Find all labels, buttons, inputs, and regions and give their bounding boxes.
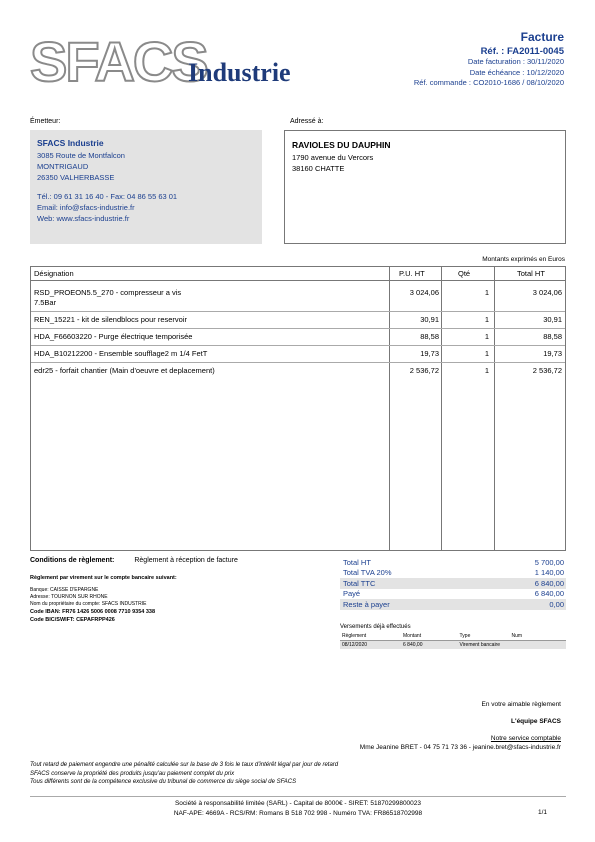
emitter-address3: 26350 VALHERBASSE: [37, 173, 115, 182]
legal-line: Tout retard de paiement engendre une pénalité calculée sur la base de 3 fois le taux d'intérêt légal par jour de retard: [30, 762, 339, 768]
company-logo: [30, 30, 320, 96]
row-unit-price: 2 536,72: [409, 366, 439, 375]
conditions-value: Règlement à réception de facture: [134, 557, 238, 564]
header-designation: Désignation: [34, 269, 74, 278]
footer-line: Société à responsabilité limitée (SARL) - Capital de 8000€ - SIRET: 51870299800023: [174, 800, 422, 807]
total-label: Total TTC: [343, 578, 376, 588]
table-header: [31, 267, 565, 281]
legal-line: SFACS conserve la propriété des produits jusqu'au paiement complet du prix: [30, 770, 235, 777]
accounting-contact: Mme Jeanine BRET - 04 75 71 73 36 - jeanine.bret@sfacs-industrie.fr: [359, 744, 561, 751]
emitter-name: SFACS Industrie: [37, 138, 104, 148]
header-unit-price: P.U. HT: [399, 269, 425, 278]
bic: Code BIC/SWIFT: CEPAFRPP426: [30, 617, 115, 623]
legal-line: Tous différents sont de la compétence exclusive du tribunal de commerce du siège social de SFACS: [30, 779, 297, 785]
row-designation: HDA_B10212200 - Ensemble soufflage2 m 1/4 FetT: [34, 349, 208, 358]
row-designation: HDA_F66603220 - Purge électrique temporisée: [34, 332, 193, 341]
total-tva-row: [340, 568, 566, 579]
total-ht-row: [340, 557, 566, 568]
total-value: 0,00: [549, 599, 564, 609]
total-label: Reste à payer: [343, 599, 390, 609]
row-unit-price: 88,58: [420, 332, 439, 341]
bank-name: Banque: CAISSE D'EPARGNE: [30, 587, 99, 593]
row-qty: 1: [484, 315, 489, 324]
emitter-email: Email: info@sfacs-industrie.fr: [37, 203, 135, 212]
bank-title: Règlement par virement sur le compte bancaire suivant:: [30, 575, 177, 581]
payment-amount: 6 840,00: [401, 641, 458, 650]
row-qty: 1: [484, 332, 489, 341]
emitter-web: Web: www.sfacs-industrie.fr: [37, 214, 130, 223]
total-value: 6 840,00: [534, 589, 564, 598]
row-qty: 1: [484, 349, 489, 358]
emitter-label: Émetteur:: [30, 118, 61, 125]
invoice-header: [304, 30, 564, 89]
footer-divider: [30, 796, 566, 797]
recipient-address1: 1790 avenue du Vercors: [292, 153, 374, 162]
header-qty: Qté: [458, 269, 471, 278]
row-total: 88,58: [543, 332, 562, 341]
row-total: 3 024,06: [532, 288, 562, 297]
invoice-date: Date facturation : 30/11/2020: [467, 57, 564, 66]
payments-header-type: Type: [458, 633, 510, 641]
payments-block: [340, 624, 566, 649]
total-ttc-row: [340, 578, 566, 589]
recipient-box: [284, 130, 566, 244]
row-unit-price: 3 024,06: [409, 288, 439, 297]
page-number: 1/1: [537, 809, 547, 816]
row-unit-price: 19,73: [420, 349, 439, 358]
total-value: 1 140,00: [534, 568, 564, 577]
payments-table: [340, 633, 566, 649]
closing-team: L'équipe SFACS: [511, 718, 561, 725]
iban: Code IBAN: FR76 1426 5006 0008 7710 9354 338: [30, 609, 156, 615]
legal-notice: [30, 761, 410, 787]
items-table: [30, 266, 566, 551]
closing-greeting: En votre aimable règlement: [481, 701, 561, 708]
row-designation: REN_15221 - kit de silendblocs pour reservoir: [34, 315, 187, 324]
account-owner: Nom du propriétaire du compte: SFACS INDUSTRIE: [30, 601, 147, 607]
logo-subtitle: Industrie: [188, 58, 291, 87]
payments-title: Versements déjà effectués: [340, 624, 411, 630]
due-date: Date échéance : 10/12/2020: [469, 67, 564, 77]
payments-header-num: Num: [509, 633, 566, 641]
row-qty: 1: [484, 366, 489, 375]
payments-header-amount: Montant: [401, 633, 458, 641]
total-label: Total TVA 20%: [343, 568, 392, 577]
emitter-address2: MONTRIGAUD: [37, 162, 89, 171]
currency-note: Montants exprimés en Euros: [482, 256, 565, 263]
payment-type: Virement bancaire: [458, 641, 510, 650]
header-total: Total HT: [517, 269, 545, 278]
payment-conditions: [30, 557, 330, 624]
payment-num: [509, 641, 566, 650]
payments-header-date: Règlement: [340, 633, 401, 641]
row-total: 30,91: [543, 315, 562, 324]
total-label: Total HT: [343, 557, 371, 567]
total-label: Payé: [343, 589, 361, 598]
invoice-title: Facture: [520, 30, 564, 44]
emitter-address1: 3085 Route de Montfalcon: [37, 151, 125, 160]
invoice-ref: Réf. : FA2011-0045: [480, 46, 564, 57]
conditions-label: Conditions de règlement:: [30, 557, 115, 564]
row-total: 2 536,72: [532, 366, 562, 375]
footer: [30, 799, 566, 818]
order-ref: Réf. commande : CO2010-1686 / 08/10/2020: [413, 78, 564, 87]
recipient-name: RAVIOLES DU DAUPHIN: [292, 140, 391, 150]
totals-block: [340, 557, 566, 610]
row-qty: 1: [484, 288, 489, 297]
row-designation: RSD_PROEON5.5_270 - compresseur a vis: [34, 288, 182, 297]
total-value: 6 840,00: [534, 578, 564, 588]
row-designation: edr25 - forfait chantier (Main d'oeuvre et deplacement): [34, 366, 215, 375]
row-designation-line2: 7.5Bar: [34, 298, 57, 307]
logo-brand: SFACS: [30, 30, 207, 93]
bank-address: Adresse: TOURNON SUR RHONE: [30, 594, 108, 600]
accounting-service: Notre service comptable: [490, 735, 561, 742]
row-unit-price: 30,91: [420, 315, 439, 324]
recipient-label: Adressé à:: [290, 118, 324, 125]
payment-date: 08/12/2020: [340, 641, 401, 650]
paid-row: [340, 589, 566, 600]
row-total: 19,73: [543, 349, 562, 358]
emitter-phone-fax: Tél.: 09 61 31 16 40 - Fax: 04 86 55 63 01: [37, 192, 178, 201]
recipient-address2: 38160 CHATTE: [292, 164, 345, 173]
total-value: 5 700,00: [534, 557, 564, 567]
footer-line: NAF-APE: 4669A - RCS/RM: Romans B 518 702 998 - Numéro TVA: FR86518702998: [173, 809, 423, 817]
remaining-row: [340, 599, 566, 610]
emitter-box: [30, 130, 262, 244]
table-row: [340, 641, 566, 650]
